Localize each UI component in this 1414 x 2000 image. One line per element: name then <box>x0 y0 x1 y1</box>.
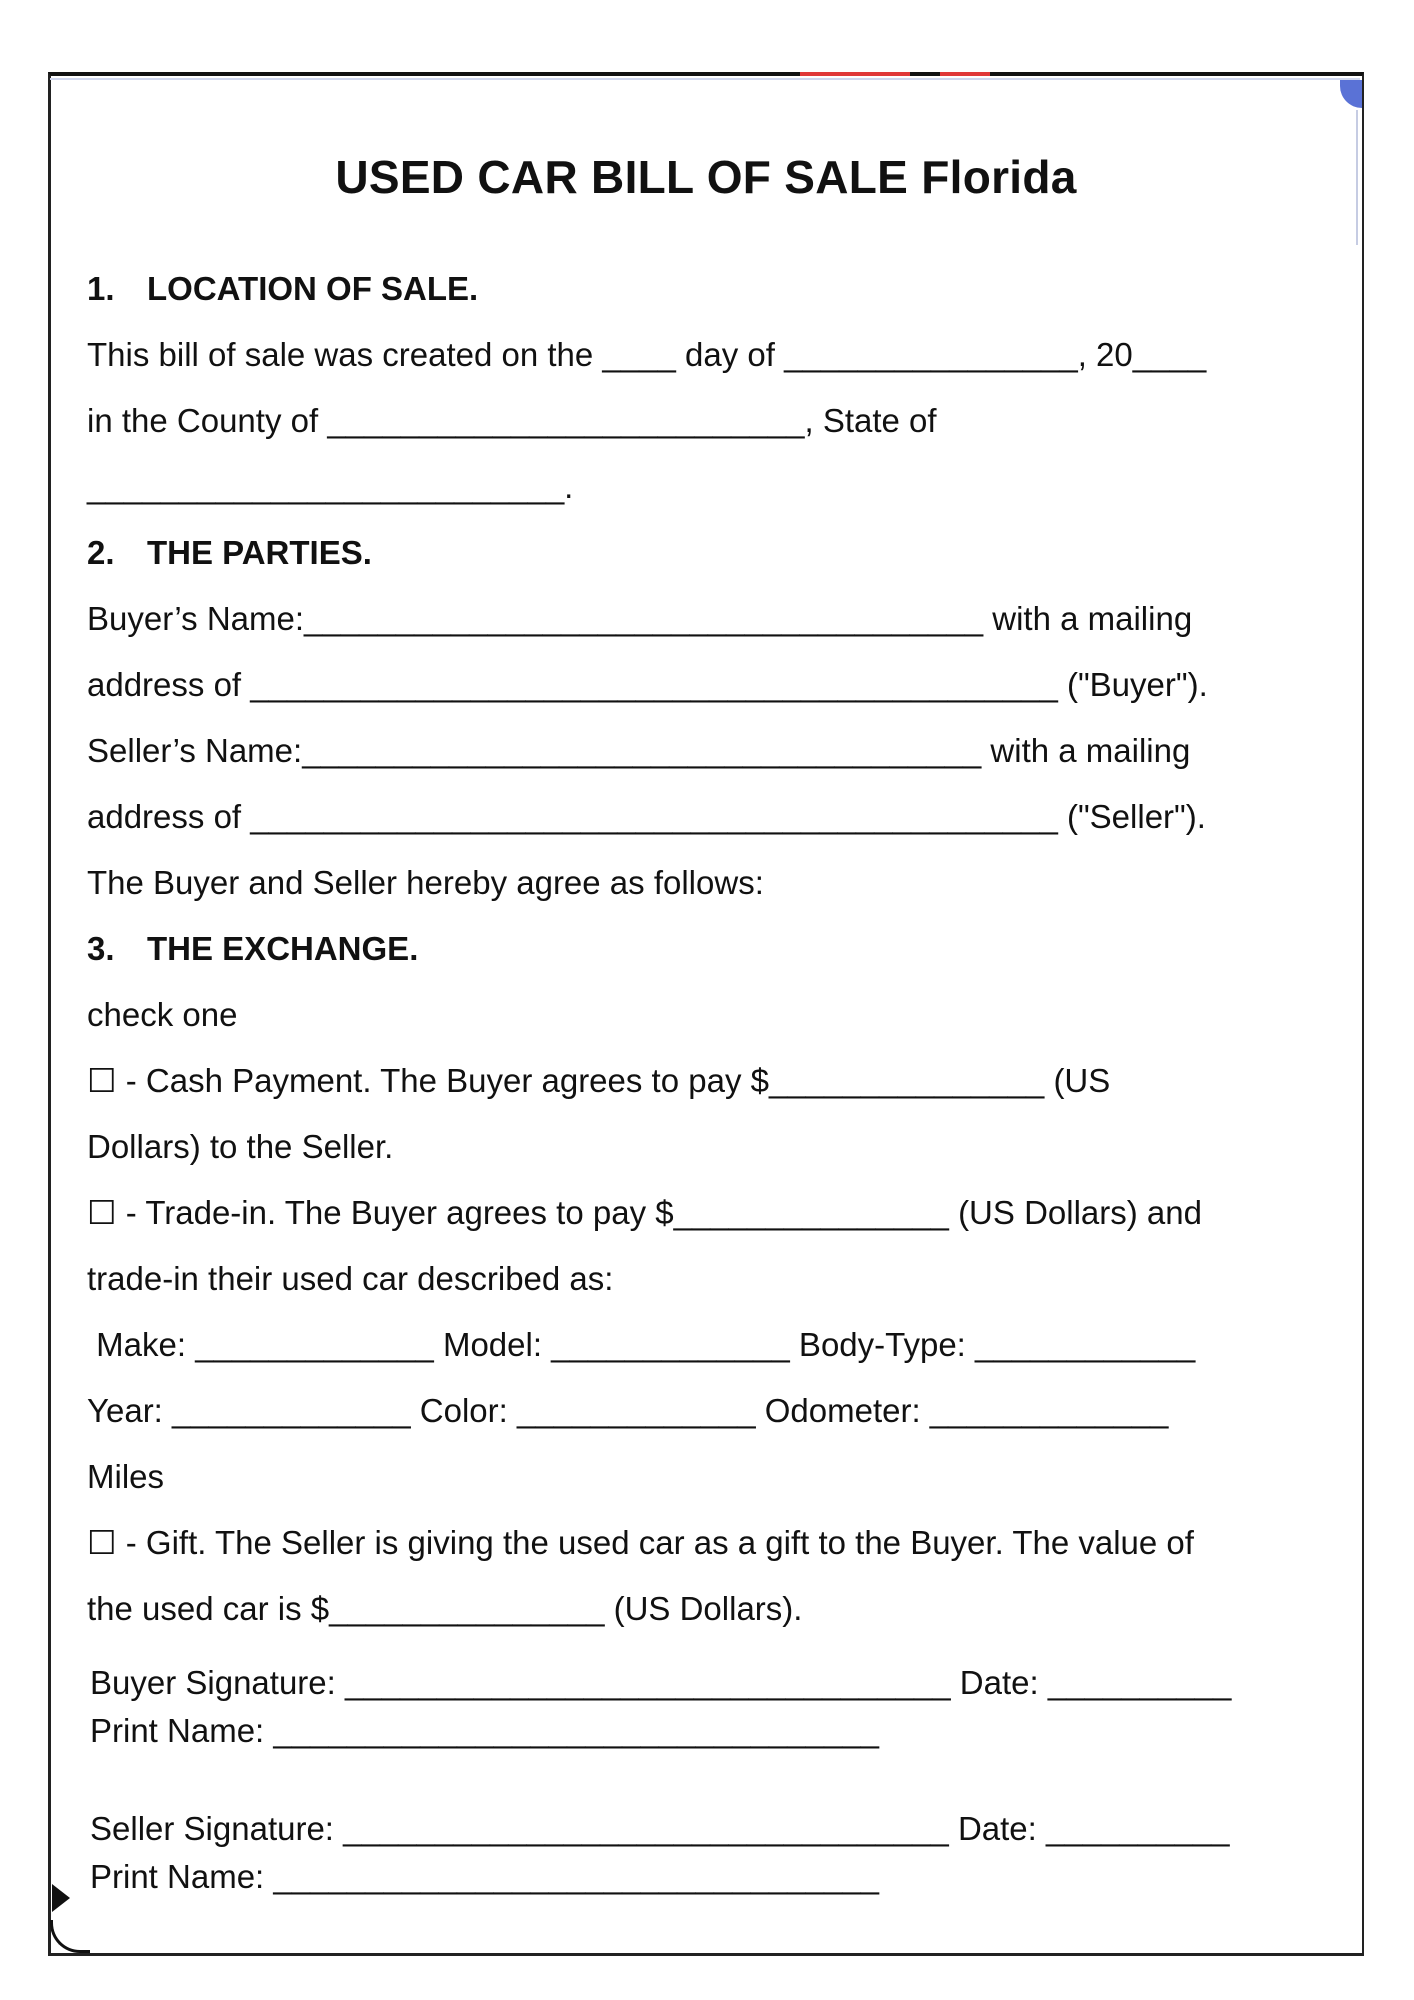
section-title: THE EXCHANGE. <box>147 930 419 967</box>
gift-option: ☐ - Gift. The Seller is giving the used car as a gift to the Buyer. The value of <box>87 1524 1194 1561</box>
buyer-print-name-line: Print Name: _________________________________ <box>90 1712 880 1749</box>
state-blank-line: __________________________. <box>87 468 574 505</box>
triangle-marker-icon <box>52 1884 70 1912</box>
vehicle-year-color-line: Year: _____________ Color: _____________ Odometer: _____________ <box>87 1392 1169 1429</box>
gift-value-line: the used car is $_______________ (US Dollars). <box>87 1590 803 1627</box>
red-mark-2 <box>940 72 990 76</box>
section-number: 3. <box>87 930 115 967</box>
seller-print-name-line: Print Name: _________________________________ <box>90 1858 880 1895</box>
section-2-heading <box>87 533 372 573</box>
top-rule <box>50 78 1360 80</box>
seller-signature-line: Seller Signature: _________________________________ Date: __________ <box>90 1810 1230 1847</box>
cash-payment-continued: Dollars) to the Seller. <box>87 1128 394 1165</box>
cash-payment-option: ☐ - Cash Payment. The Buyer agrees to pay $_______________ (US <box>87 1062 1111 1099</box>
trade-in-option: ☐ - Trade-in. The Buyer agrees to pay $_______________ (US Dollars) and <box>87 1194 1202 1231</box>
section-number: 1. <box>87 270 115 307</box>
seller-address-line: address of ____________________________________________ ("Seller"). <box>87 798 1206 835</box>
section-title: LOCATION OF SALE. <box>147 270 479 307</box>
miles-label: Miles <box>87 1458 165 1495</box>
trade-in-continued: trade-in their used car described as: <box>87 1260 614 1297</box>
check-one-label: check one <box>87 996 238 1033</box>
buyer-address-line: address of ____________________________________________ ("Buyer"). <box>87 666 1208 703</box>
buyer-signature-line: Buyer Signature: _________________________________ Date: __________ <box>90 1664 1232 1701</box>
seller-name-line: Seller’s Name:_____________________________________ with a mailing <box>87 732 1191 769</box>
section-3-heading <box>87 929 418 969</box>
agreement-line: The Buyer and Seller hereby agree as follows: <box>87 864 764 901</box>
red-mark-1 <box>800 72 910 76</box>
buyer-name-line: Buyer’s Name:_____________________________________ with a mailing <box>87 600 1193 637</box>
sale-date-line: This bill of sale was created on the ____ day of ________________, 20____ <box>87 336 1207 373</box>
vehicle-make-model-line: Make: _____________ Model: _____________ Body-Type: ____________ <box>87 1326 1196 1363</box>
document-title: USED CAR BILL OF SALE Florida <box>335 151 1077 203</box>
section-1-heading <box>87 269 478 309</box>
county-state-line: in the County of __________________________, State of <box>87 402 937 439</box>
section-number: 2. <box>87 534 115 571</box>
section-title: THE PARTIES. <box>147 534 372 571</box>
